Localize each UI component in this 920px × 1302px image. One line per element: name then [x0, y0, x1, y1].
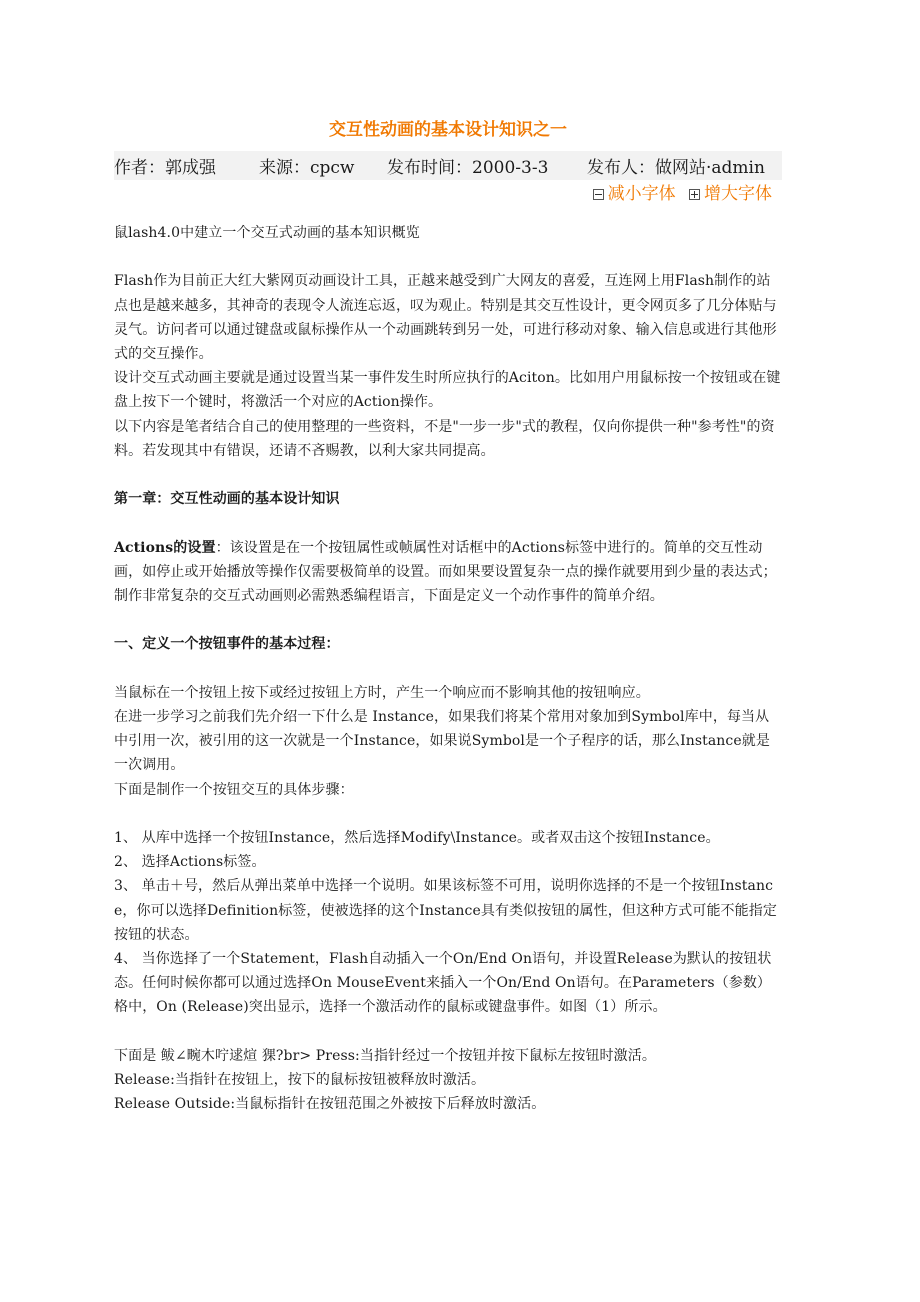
article: [114, 118, 782, 1116]
meta-publish-time: 发布时间：2000-3-3: [387, 158, 549, 178]
step-item: 1、 从库中选择一个按钮Instance，然后选择Modify\Instance。或者双击这个按钮Instance。: [114, 829, 720, 846]
step-item: 3、 单击＋号，然后从弹出菜单中选择一个说明。如果该标签不可用，说明你选择的不是一个按钮Instance，你可以选择Definition标签，使被选择的这个Instance具有类似按钮的属性，但这种方式可能不能指定按钮的状态。: [114, 878, 777, 943]
plus-box-icon: [689, 189, 700, 200]
paragraph: Flash作为目前正大红大紫网页动画设计工具，正越来越受到广大网友的喜爱，互连网上用Flash制作的站点也是越来越多，其神奇的表现令人流连忘返，叹为观止。特别是其交互性设计，更令网页多了几分体贴与灵气。访问者可以通过键盘或鼠标操作从一个动画跳转到另一处，可进行移动对象、输入信息或进行其他形式的交互操作。: [114, 273, 777, 362]
paragraph: [114, 536, 782, 609]
meta-author: 作者：郭成强: [114, 158, 216, 178]
font-size-controls: [114, 181, 782, 207]
meta-publisher: 发布人：做网站·admin: [587, 158, 765, 178]
paragraph: 当鼠标在一个按钮上按下或经过按钮上方时，产生一个响应而不影响其他的按钮响应。: [114, 684, 650, 701]
chapter-heading: 第一章：交互性动画的基本设计知识: [114, 491, 340, 508]
paragraph: Release Outside:当鼠标指针在按钮范围之外被按下后释放时激活。: [114, 1096, 546, 1113]
decrease-font-label: 减小字体: [607, 184, 676, 204]
actions-label: Actions的设置: [114, 539, 216, 556]
section-heading: 一、定义一个按钮事件的基本过程：: [114, 636, 340, 653]
paragraph: 以下内容是笔者结合自己的使用整理的一些资料，不是"一步一步"式的教程，仅向你提供一种"参考性"的资料。若发现其中有错误，还请不吝赐教，以利大家共同提高。: [114, 418, 775, 459]
actions-text: ：该设置是在一个按钮属性或帧属性对话框中的Actions标签中进行的。简单的交互性动画，如停止或开始播放等操作仅需要极简单的设置。而如果要设置复杂一点的操作就要用到少量的表达式；制作非常复杂的交互式动画则必需熟悉编程语言，下面是定义一个动作事件的简单介绍。: [114, 539, 777, 604]
decrease-font-button[interactable]: [593, 181, 676, 207]
paragraph: Release:当指针在按钮上，按下的鼠标按钮被释放时激活。: [114, 1072, 486, 1088]
increase-font-label: 增大字体: [704, 184, 772, 204]
article-body: [114, 221, 782, 1116]
paragraph: 下面是 鲅∠畹木咛逑煊 猓?br> Press:当指针经过一个按钮并按下鼠标左按钮时激活。: [114, 1047, 656, 1064]
step-item: 4、 当你选择了一个Statement，Flash自动插入一个On/End On语句，并设置Release为默认的按钮状态。任何时候你都可以通过选择On MouseEvent来插入一个On/End On语句。在Parameters（参数）格中，On (Release)突出显示，选择一个激活动作的鼠标或键盘事件。如图（1）所示。: [114, 951, 772, 1016]
paragraph: 在进一步学习之前我们先介绍一下什么是 Instance，如果我们将某个常用对象加到Symbol库中，每当从中引用一次，被引用的这一次就是一个Instance，如果说Symbol是一个子程序的话，那么Instance就是一次调用。: [114, 708, 770, 774]
intro-line: 鼠lash4.0中建立一个交互式动画的基本知识概览: [114, 225, 420, 241]
paragraph: 下面是制作一个按钮交互的具体步骤：: [114, 781, 354, 798]
paragraph: 设计交互式动画主要就是通过设置当某一事件发生时所应执行的Aciton。比如用户用鼠标按一个按钮或在键盘上按下一个键时，将激活一个对应的Action操作。: [114, 370, 781, 411]
minus-box-icon: [593, 189, 604, 200]
meta-source: 来源：cpcw: [259, 158, 355, 178]
article-title: 交互性动画的基本设计知识之一: [329, 120, 567, 140]
article-meta-bar: [114, 151, 782, 180]
step-item: 2、 选择Actions标签。: [114, 854, 266, 871]
increase-font-button[interactable]: [689, 181, 772, 207]
